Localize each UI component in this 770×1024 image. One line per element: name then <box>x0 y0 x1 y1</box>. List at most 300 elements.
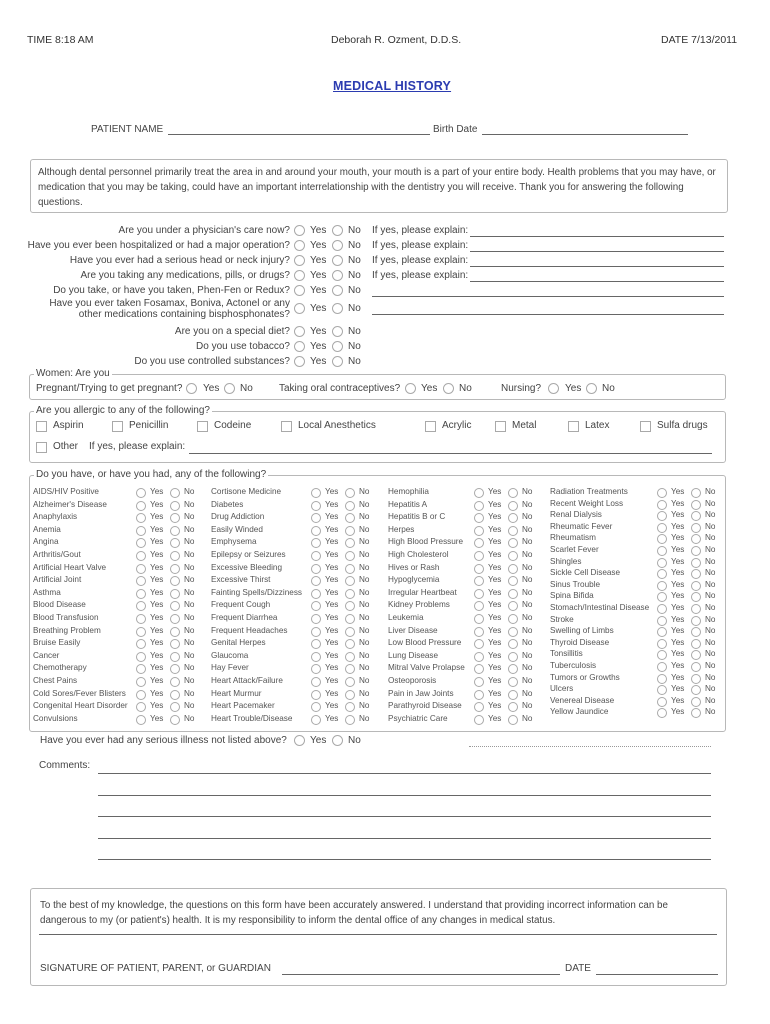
condition-label: Hives or Rash <box>388 562 440 572</box>
condition-yes-label: Yes <box>488 550 502 559</box>
condition-no-radio[interactable] <box>508 501 518 511</box>
allergy-label: Acrylic <box>442 420 472 431</box>
condition-yes-label: Yes <box>671 498 685 508</box>
condition-no-radio[interactable] <box>691 662 701 672</box>
question-yes-label: Yes <box>310 240 327 251</box>
condition-no-radio[interactable] <box>170 501 180 511</box>
condition-yes-radio[interactable] <box>311 715 321 725</box>
statement-text: To the best of my knowledge, the questions on this form have been accurately answered. I understand that providing incorrect information can be dangerous to my (or patient's) health. It is my responsibility to inform the dental office of any changes in medical status. <box>40 900 668 926</box>
condition-no-label: No <box>705 533 716 543</box>
condition-no-radio[interactable] <box>345 488 355 498</box>
condition-yes-radio[interactable] <box>136 526 146 536</box>
serious-illness-yes-radio[interactable] <box>294 735 305 746</box>
condition-no-label: No <box>705 568 716 578</box>
question-no-radio[interactable] <box>332 240 343 251</box>
condition-no-radio[interactable] <box>508 690 518 700</box>
explain-label: If yes, please explain: <box>372 225 469 236</box>
condition-no-radio[interactable] <box>508 551 518 561</box>
allergy-checkbox[interactable] <box>197 421 208 432</box>
patient-name-label: PATIENT NAME <box>91 124 164 135</box>
birth-date-label: Birth Date <box>433 124 478 135</box>
question-yes-label: Yes <box>310 303 327 314</box>
question-no-label: No <box>348 285 361 296</box>
condition-yes-radio[interactable] <box>136 488 146 498</box>
condition-yes-label: Yes <box>671 614 685 624</box>
condition-no-label: No <box>184 499 195 509</box>
question-no-label: No <box>348 303 361 314</box>
condition-no-label: No <box>705 521 716 531</box>
condition-no-radio[interactable] <box>508 526 518 536</box>
question-no-radio[interactable] <box>332 303 343 314</box>
allergy-other-checkbox[interactable] <box>36 442 47 453</box>
question-yes-radio[interactable] <box>294 225 305 236</box>
explain-field[interactable] <box>470 281 724 282</box>
condition-label: Stroke <box>550 614 574 624</box>
condition-no-radio[interactable] <box>170 627 180 637</box>
question-yes-label: Yes <box>310 356 327 367</box>
condition-yes-label: Yes <box>671 591 685 601</box>
condition-no-label: No <box>184 550 195 559</box>
condition-yes-label: Yes <box>488 499 502 509</box>
condition-yes-label: Yes <box>671 510 685 520</box>
condition-yes-radio[interactable] <box>474 690 484 700</box>
condition-label: Sickle Cell Disease <box>550 568 621 578</box>
condition-no-label: No <box>184 487 195 496</box>
condition-label: Anemia <box>33 524 61 534</box>
condition-yes-radio[interactable] <box>136 652 146 662</box>
condition-no-radio[interactable] <box>345 526 355 536</box>
condition-no-radio[interactable] <box>345 551 355 561</box>
condition-yes-radio[interactable] <box>474 526 484 536</box>
condition-yes-radio[interactable] <box>474 564 484 574</box>
allergy-explain-field[interactable] <box>189 453 712 454</box>
condition-label: Radiation Treatments <box>550 487 628 496</box>
condition-no-radio[interactable] <box>691 500 701 510</box>
allergy-checkbox[interactable] <box>495 421 506 432</box>
question-text: Have you ever taken Fosamax, Boniva, Actonel or any <box>49 298 290 309</box>
condition-label: Leukemia <box>388 613 424 622</box>
condition-no-label: No <box>359 499 370 509</box>
condition-yes-radio[interactable] <box>657 581 667 591</box>
condition-no-radio[interactable] <box>691 488 701 498</box>
explain-field[interactable] <box>470 236 724 237</box>
condition-label: Swelling of Limbs <box>550 626 614 636</box>
question-text: other medications containing bisphosphonates? <box>78 309 290 320</box>
condition-yes-label: Yes <box>488 562 502 572</box>
question-yes-radio[interactable] <box>294 255 305 266</box>
condition-yes-radio[interactable] <box>657 697 667 707</box>
page-title: MEDICAL HISTORY <box>333 79 452 93</box>
condition-yes-label: Yes <box>488 575 502 585</box>
nursing-no-radio[interactable] <box>586 383 597 394</box>
condition-no-radio[interactable] <box>170 652 180 662</box>
condition-no-radio[interactable] <box>508 614 518 624</box>
time-label: TIME 8:18 AM <box>27 34 94 46</box>
serious-illness-field[interactable] <box>469 746 711 747</box>
condition-label: Recent Weight Loss <box>550 498 624 508</box>
condition-label: Pain in Jaw Joints <box>388 688 454 698</box>
condition-label: Cancer <box>33 650 60 660</box>
condition-yes-label: Yes <box>671 533 685 543</box>
condition-yes-radio[interactable] <box>311 488 321 498</box>
condition-yes-label: Yes <box>150 562 164 572</box>
condition-no-label: No <box>359 600 370 610</box>
condition-no-radio[interactable] <box>170 564 180 574</box>
question-yes-radio[interactable] <box>294 326 305 337</box>
condition-label: Heart Attack/Failure <box>211 676 283 685</box>
pregnant-yes-radio[interactable] <box>186 383 197 394</box>
doctor-name: Deborah R. Ozment, D.D.S. <box>331 34 462 46</box>
condition-yes-label: Yes <box>325 524 339 534</box>
condition-label: Excessive Bleeding <box>211 562 282 572</box>
condition-yes-label: Yes <box>488 663 502 673</box>
condition-yes-label: Yes <box>671 556 685 566</box>
condition-label: Genital Herpes <box>211 638 266 648</box>
nursing-yes-radio[interactable] <box>548 383 559 394</box>
condition-yes-label: Yes <box>325 613 339 622</box>
condition-no-radio[interactable] <box>345 677 355 687</box>
condition-no-radio[interactable] <box>345 564 355 574</box>
birth-date-field[interactable] <box>482 134 688 135</box>
condition-no-label: No <box>522 524 533 534</box>
condition-no-radio[interactable] <box>170 551 180 561</box>
condition-no-label: No <box>359 650 370 660</box>
condition-label: High Cholesterol <box>388 550 449 559</box>
condition-yes-label: Yes <box>325 487 339 496</box>
question-no-radio[interactable] <box>332 326 343 337</box>
allergy-label: Codeine <box>214 420 252 431</box>
question-text: Have you ever had a serious head or neck injury? <box>69 255 290 266</box>
condition-yes-label: Yes <box>150 587 164 597</box>
condition-label: Bruise Easily <box>33 638 81 648</box>
condition-no-radio[interactable] <box>170 677 180 687</box>
allergy-checkbox[interactable] <box>640 421 651 432</box>
condition-no-label: No <box>522 688 533 698</box>
allergy-label: Metal <box>512 420 537 431</box>
condition-yes-label: Yes <box>325 638 339 648</box>
signature-field[interactable] <box>282 974 560 975</box>
patient-name-field[interactable] <box>168 134 430 135</box>
condition-no-label: No <box>705 661 716 670</box>
nursing-label: Nursing? <box>501 383 542 394</box>
condition-yes-radio[interactable] <box>657 604 667 614</box>
pregnant-no-label: No <box>240 383 253 394</box>
condition-yes-label: Yes <box>671 579 685 589</box>
condition-yes-label: Yes <box>671 521 685 531</box>
condition-yes-label: Yes <box>325 575 339 585</box>
condition-yes-label: Yes <box>488 701 502 711</box>
explain-label: If yes, please explain: <box>372 240 469 251</box>
condition-yes-radio[interactable] <box>474 627 484 637</box>
signature-date-label: DATE <box>565 963 591 974</box>
condition-yes-label: Yes <box>671 684 685 694</box>
condition-yes-radio[interactable] <box>657 488 667 498</box>
condition-yes-radio[interactable] <box>311 526 321 536</box>
question-no-radio[interactable] <box>332 255 343 266</box>
condition-no-label: No <box>522 625 533 635</box>
condition-yes-radio[interactable] <box>474 677 484 687</box>
condition-yes-label: Yes <box>488 688 502 698</box>
condition-label: Venereal Disease <box>550 695 615 705</box>
explain-field[interactable] <box>470 251 724 252</box>
explain-field[interactable] <box>372 314 724 315</box>
comments-line[interactable] <box>98 816 711 817</box>
condition-yes-radio[interactable] <box>474 614 484 624</box>
condition-yes-radio[interactable] <box>657 616 667 626</box>
explain-field[interactable] <box>372 296 724 297</box>
condition-no-label: No <box>522 587 533 597</box>
condition-no-radio[interactable] <box>691 581 701 591</box>
condition-label: Diabetes <box>211 499 244 509</box>
condition-no-radio[interactable] <box>508 488 518 498</box>
condition-no-radio[interactable] <box>691 546 701 556</box>
condition-no-radio[interactable] <box>508 564 518 574</box>
condition-yes-label: Yes <box>671 487 685 496</box>
condition-no-label: No <box>359 713 370 723</box>
condition-label: Hypoglycemia <box>388 575 440 585</box>
condition-yes-radio[interactable] <box>657 523 667 533</box>
condition-yes-radio[interactable] <box>474 652 484 662</box>
condition-label: Cold Sores/Fever Blisters <box>33 688 126 698</box>
condition-label: Frequent Headaches <box>211 625 288 635</box>
condition-yes-radio[interactable] <box>311 627 321 637</box>
condition-yes-radio[interactable] <box>136 715 146 725</box>
comments-line[interactable] <box>98 838 711 839</box>
condition-yes-radio[interactable] <box>474 589 484 599</box>
allergy-checkbox[interactable] <box>281 421 292 432</box>
question-yes-radio[interactable] <box>294 240 305 251</box>
condition-no-label: No <box>522 638 533 648</box>
condition-no-label: No <box>184 701 195 711</box>
condition-yes-radio[interactable] <box>136 677 146 687</box>
condition-label: Glaucoma <box>211 650 249 660</box>
question-no-radio[interactable] <box>332 285 343 296</box>
condition-no-label: No <box>522 613 533 622</box>
condition-no-label: No <box>184 663 195 673</box>
condition-yes-label: Yes <box>671 672 685 682</box>
question-yes-label: Yes <box>310 341 327 352</box>
condition-no-label: No <box>705 684 716 694</box>
question-yes-radio[interactable] <box>294 285 305 296</box>
signature-date-field[interactable] <box>596 974 718 975</box>
condition-label: AIDS/HIV Positive <box>33 487 99 496</box>
comments-line[interactable] <box>98 773 711 774</box>
condition-label: Spina Bifida <box>550 591 594 601</box>
condition-yes-label: Yes <box>325 713 339 723</box>
condition-no-label: No <box>522 600 533 610</box>
question-no-radio[interactable] <box>332 225 343 236</box>
condition-label: Heart Pacemaker <box>211 701 275 711</box>
question-yes-radio[interactable] <box>294 356 305 367</box>
allergy-box <box>29 411 726 463</box>
condition-label: Rheumatism <box>550 533 596 543</box>
contraceptives-no-radio[interactable] <box>443 383 454 394</box>
condition-no-radio[interactable] <box>691 639 701 649</box>
condition-no-label: No <box>705 591 716 601</box>
condition-label: Irregular Heartbeat <box>388 587 457 597</box>
condition-no-label: No <box>184 600 195 610</box>
condition-no-label: No <box>705 614 716 624</box>
condition-label: Osteoporosis <box>388 676 437 685</box>
condition-label: Low Blood Pressure <box>388 638 462 648</box>
condition-yes-radio[interactable] <box>311 564 321 574</box>
condition-label: Cortisone Medicine <box>211 487 282 496</box>
condition-no-radio[interactable] <box>691 674 701 684</box>
condition-yes-label: Yes <box>150 524 164 534</box>
condition-no-label: No <box>359 562 370 572</box>
condition-yes-label: Yes <box>325 550 339 559</box>
condition-yes-radio[interactable] <box>136 551 146 561</box>
question-yes-radio[interactable] <box>294 270 305 281</box>
pregnant-no-radio[interactable] <box>224 383 235 394</box>
condition-no-label: No <box>359 550 370 559</box>
condition-yes-radio[interactable] <box>657 558 667 568</box>
condition-yes-radio[interactable] <box>136 589 146 599</box>
allergy-checkbox[interactable] <box>568 421 579 432</box>
condition-yes-radio[interactable] <box>311 690 321 700</box>
condition-label: Yellow Jaundice <box>550 707 609 717</box>
condition-yes-radio[interactable] <box>136 627 146 637</box>
condition-yes-radio[interactable] <box>474 715 484 725</box>
condition-yes-label: Yes <box>325 537 339 547</box>
allergy-label: Local Anesthetics <box>298 420 376 431</box>
question-no-radio[interactable] <box>332 341 343 352</box>
condition-yes-radio[interactable] <box>657 639 667 649</box>
condition-no-label: No <box>522 487 533 496</box>
condition-no-label: No <box>705 649 716 659</box>
allergy-checkbox[interactable] <box>36 421 47 432</box>
condition-no-radio[interactable] <box>691 558 701 568</box>
condition-no-label: No <box>359 688 370 698</box>
condition-no-radio[interactable] <box>345 652 355 662</box>
explain-label: If yes, please explain: <box>372 255 469 266</box>
condition-no-radio[interactable] <box>170 589 180 599</box>
condition-label: Alzheimer's Disease <box>33 499 107 509</box>
intro-box <box>30 159 728 213</box>
condition-no-label: No <box>184 638 195 648</box>
condition-no-radio[interactable] <box>170 488 180 498</box>
condition-no-label: No <box>359 575 370 585</box>
allergy-checkbox[interactable] <box>112 421 123 432</box>
condition-yes-label: Yes <box>150 625 164 635</box>
question-no-label: No <box>348 326 361 337</box>
condition-label: Emphysema <box>211 537 257 547</box>
condition-yes-radio[interactable] <box>657 500 667 510</box>
condition-no-radio[interactable] <box>691 604 701 614</box>
condition-yes-label: Yes <box>488 512 502 522</box>
condition-yes-radio[interactable] <box>474 488 484 498</box>
question-yes-radio[interactable] <box>294 303 305 314</box>
question-text: Do you take, or have you taken, Phen-Fen or Redux? <box>53 285 290 296</box>
condition-yes-radio[interactable] <box>311 551 321 561</box>
condition-yes-radio[interactable] <box>136 564 146 574</box>
condition-no-radio[interactable] <box>345 690 355 700</box>
condition-no-radio[interactable] <box>691 523 701 533</box>
condition-yes-radio[interactable] <box>311 677 321 687</box>
condition-no-label: No <box>359 701 370 711</box>
explain-field[interactable] <box>470 266 724 267</box>
condition-no-radio[interactable] <box>345 589 355 599</box>
signature-label: SIGNATURE OF PATIENT, PARENT, or GUARDIAN <box>40 963 271 974</box>
condition-label: Artificial Heart Valve <box>33 562 107 572</box>
condition-no-radio[interactable] <box>508 677 518 687</box>
condition-no-radio[interactable] <box>170 526 180 536</box>
condition-no-radio[interactable] <box>345 501 355 511</box>
condition-no-radio[interactable] <box>508 715 518 725</box>
condition-no-radio[interactable] <box>508 652 518 662</box>
condition-yes-radio[interactable] <box>311 652 321 662</box>
condition-yes-radio[interactable] <box>311 501 321 511</box>
nursing-yes-label: Yes <box>565 383 582 394</box>
condition-yes-label: Yes <box>325 676 339 685</box>
condition-no-radio[interactable] <box>170 690 180 700</box>
condition-yes-radio[interactable] <box>474 501 484 511</box>
condition-label: Congenital Heart Disorder <box>33 701 128 711</box>
condition-yes-label: Yes <box>150 650 164 660</box>
comments-line[interactable] <box>98 795 711 796</box>
condition-label: Anaphylaxis <box>33 512 78 522</box>
condition-no-radio[interactable] <box>170 614 180 624</box>
allergy-checkbox[interactable] <box>425 421 436 432</box>
condition-no-label: No <box>359 587 370 597</box>
condition-label: Asthma <box>33 587 61 597</box>
comments-line[interactable] <box>98 859 711 860</box>
condition-no-radio[interactable] <box>691 697 701 707</box>
condition-no-label: No <box>184 524 195 534</box>
condition-no-label: No <box>184 537 195 547</box>
condition-yes-radio[interactable] <box>657 674 667 684</box>
condition-no-radio[interactable] <box>691 616 701 626</box>
condition-no-radio[interactable] <box>508 589 518 599</box>
condition-no-label: No <box>359 625 370 635</box>
condition-yes-radio[interactable] <box>136 614 146 624</box>
condition-yes-radio[interactable] <box>136 501 146 511</box>
condition-no-label: No <box>184 650 195 660</box>
condition-no-radio[interactable] <box>345 715 355 725</box>
contraceptives-yes-radio[interactable] <box>405 383 416 394</box>
condition-yes-label: Yes <box>150 638 164 648</box>
serious-illness-label: Have you ever had any serious illness not listed above? <box>40 735 287 746</box>
condition-no-radio[interactable] <box>345 614 355 624</box>
question-yes-radio[interactable] <box>294 341 305 352</box>
serious-illness-no-radio[interactable] <box>332 735 343 746</box>
condition-no-radio[interactable] <box>170 715 180 725</box>
condition-label: Fainting Spells/Dizziness <box>211 587 303 597</box>
condition-label: Heart Murmur <box>211 688 262 698</box>
question-no-radio[interactable] <box>332 270 343 281</box>
condition-yes-radio[interactable] <box>311 589 321 599</box>
condition-yes-radio[interactable] <box>311 614 321 624</box>
condition-no-label: No <box>184 575 195 585</box>
condition-yes-label: Yes <box>150 613 164 622</box>
condition-no-radio[interactable] <box>345 627 355 637</box>
condition-yes-label: Yes <box>671 637 685 647</box>
question-no-radio[interactable] <box>332 356 343 367</box>
question-yes-label: Yes <box>310 285 327 296</box>
condition-label: Frequent Diarrhea <box>211 613 278 622</box>
intro-text: Although dental personnel primarily treat the area in and around your mouth, your mouth is a part of your entire body. Health problems that you may have, or medication that you may be taking, could have an important interrelationship with the dentistry you will receive. Thank you for answering the following questions. <box>38 167 716 208</box>
condition-yes-radio[interactable] <box>657 546 667 556</box>
allergy-label: Aspirin <box>53 420 84 431</box>
question-no-label: No <box>348 255 361 266</box>
condition-yes-radio[interactable] <box>657 662 667 672</box>
condition-no-label: No <box>522 713 533 723</box>
condition-label: Tumors or Growths <box>550 672 620 682</box>
condition-no-radio[interactable] <box>508 627 518 637</box>
condition-yes-radio[interactable] <box>474 551 484 561</box>
condition-yes-radio[interactable] <box>136 690 146 700</box>
condition-no-label: No <box>705 545 716 554</box>
